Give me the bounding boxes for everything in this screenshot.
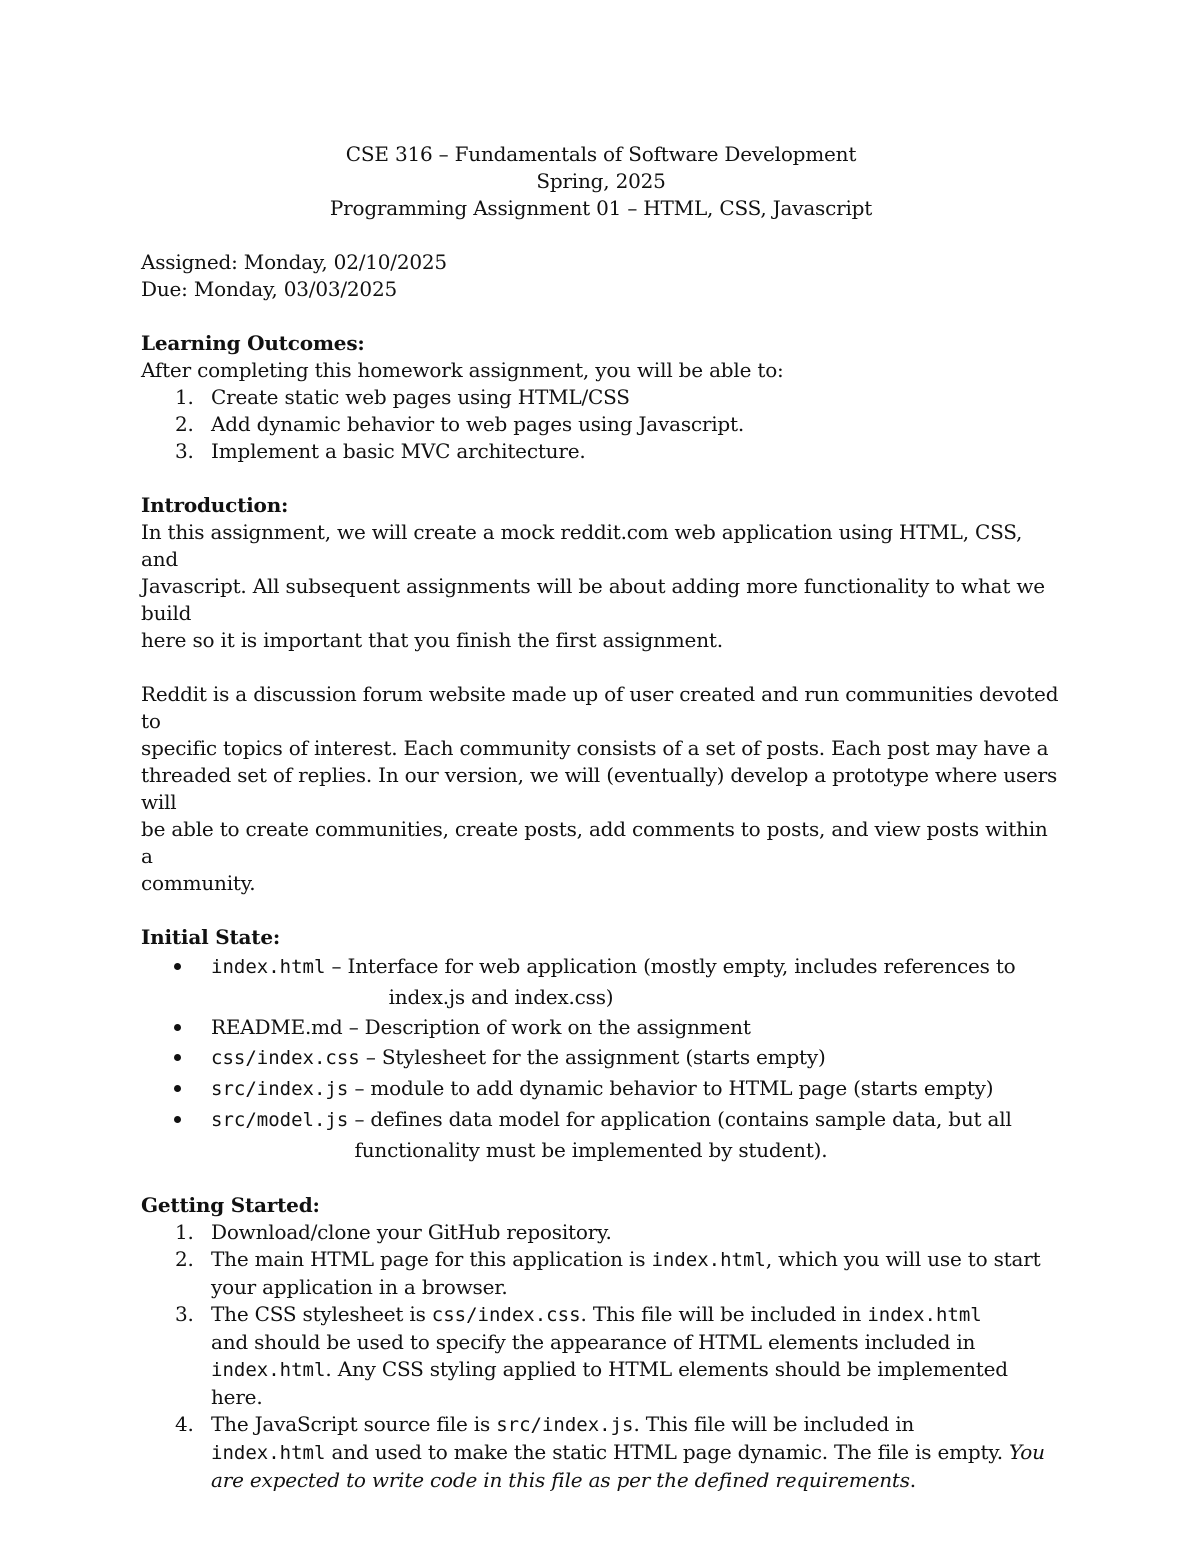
list-item: 1. Create static web pages using HTML/CSS (175, 385, 630, 409)
list-item: README.md – Description of work on the assignment (211, 1012, 1061, 1042)
list-item: src/index.js – module to add dynamic behavior to HTML page (starts empty) (211, 1073, 1061, 1104)
initial-state-heading: Initial State: (141, 925, 281, 949)
file-name: src/index.js (211, 1078, 349, 1100)
dates-block (141, 249, 1061, 303)
getting-started-list (141, 1219, 1061, 1494)
bullet-icon (174, 963, 181, 970)
list-item: 3. The CSS stylesheet is css/index.css. This file will be included in index.html and should be used to specify the appearance of HTML elements included in index.html. Any CSS styling applied to HTML elements should be implemented here. (175, 1302, 1008, 1409)
file-name: css/index.css (211, 1047, 360, 1069)
assigned-date: Assigned: Monday, 02/10/2025 (141, 250, 447, 274)
bullet-icon (174, 1024, 181, 1031)
learning-outcomes-list (141, 384, 1061, 465)
list-item: 1. Download/clone your GitHub repository. (175, 1220, 612, 1244)
learning-outcomes-heading: Learning Outcomes: (141, 331, 365, 355)
assignment-title: Programming Assignment 01 – HTML, CSS, Javascript (329, 196, 873, 220)
introduction-paragraph-2: Reddit is a discussion forum website made up of user created and run communities devoted to specific topics of interest. Each community consists of a set of posts. Each post may have a threaded set of replies. In our version, we will (eventually) develop a prototype where users will be able to create communities, create posts, add comments to posts, and view posts within a community. (141, 682, 1059, 895)
due-date: Due: Monday, 03/03/2025 (141, 277, 398, 301)
document-header (141, 141, 1061, 222)
list-item: 3. Implement a basic MVC architecture. (175, 439, 586, 463)
list-item: 2. The main HTML page for this application is index.html, which you will use to start your application in a browser. (175, 1247, 1041, 1299)
initial-state-section (141, 924, 1061, 1165)
list-item: 4. The JavaScript source file is src/index.js. This file will be included in index.html and used to make the static HTML page dynamic. The file is empty. You are expected to write code in this file as per the defined requirements. (175, 1412, 1045, 1492)
file-name: index.html (211, 956, 326, 978)
course-title: CSE 316 – Fundamentals of Software Development (345, 142, 857, 166)
bullet-icon (174, 1085, 181, 1092)
introduction-section (141, 492, 1061, 897)
file-name: src/model.js (211, 1109, 349, 1131)
getting-started-heading: Getting Started: (141, 1193, 320, 1217)
learning-outcomes-section (141, 330, 1061, 465)
list-item: css/index.css – Stylesheet for the assignment (starts empty) (211, 1042, 1061, 1073)
getting-started-section (141, 1192, 1061, 1494)
bullet-icon (174, 1054, 181, 1061)
learning-outcomes-intro: After completing this homework assignment, you will be able to: (141, 358, 784, 382)
term: Spring, 2025 (536, 169, 666, 193)
initial-state-list (141, 951, 1061, 1165)
introduction-paragraph-1: In this assignment, we will create a mock reddit.com web application using HTML, CSS, and Javascript. All subsequent assignments will be about adding more functionality to what we build here so it is important that you finish the first assignment. (141, 520, 1045, 652)
bullet-icon (174, 1116, 181, 1123)
document-page (141, 141, 1061, 1494)
introduction-heading: Introduction: (141, 493, 289, 517)
list-item: 2. Add dynamic behavior to web pages using Javascript. (175, 412, 745, 436)
list-item: index.html – Interface for web application (mostly empty, includes references to index.js and index.css) (211, 951, 1061, 1012)
list-item: src/model.js – defines data model for application (contains sample data, but all functionality must be implemented by student). (211, 1104, 1061, 1165)
